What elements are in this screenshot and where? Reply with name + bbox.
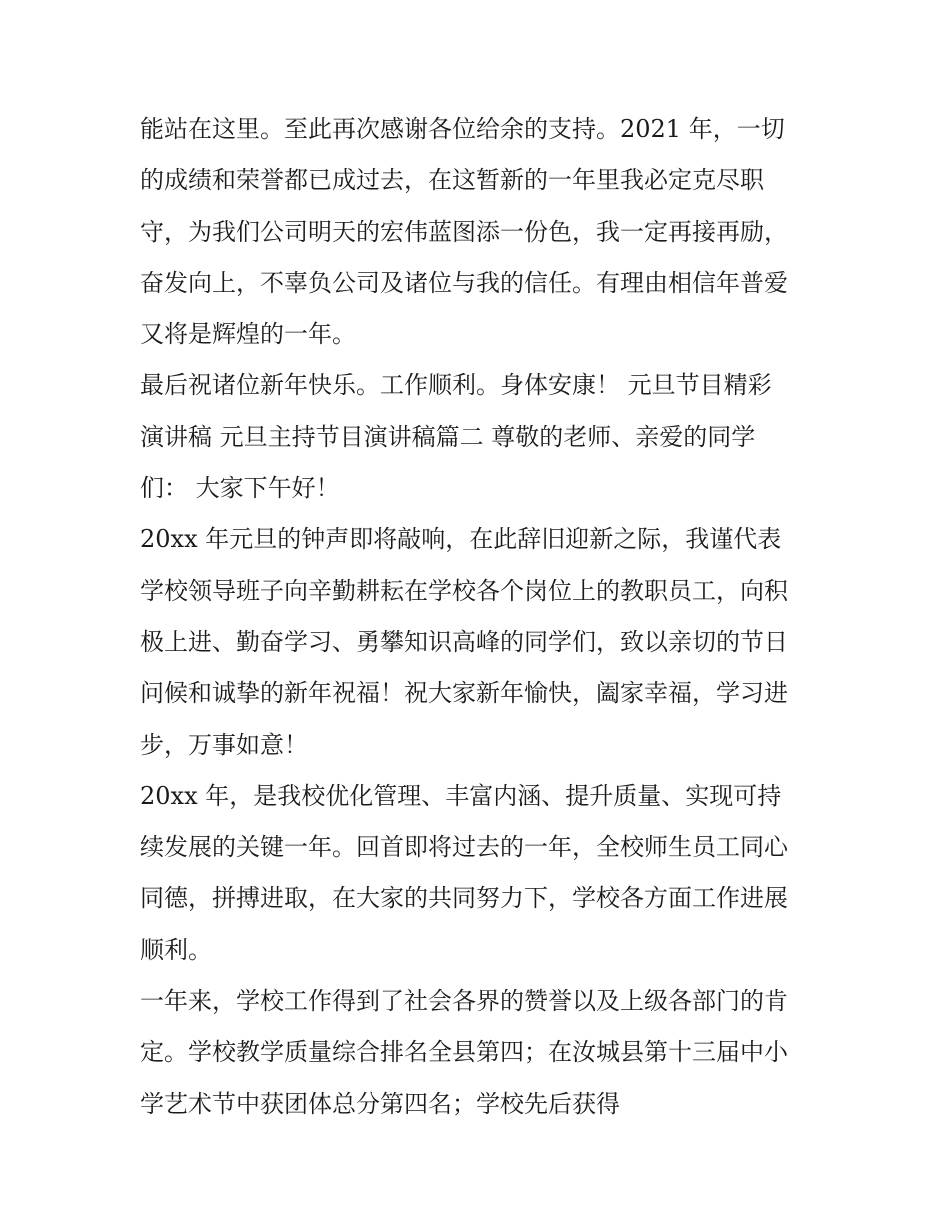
text-line: 学艺术节中获团体总分第四名；学校先后获得 — [140, 1089, 620, 1118]
text-line: 步，万事如意！ — [140, 730, 308, 759]
text-line: 的成绩和荣誉都已成过去，在这暂新的一年里我必定克尽职 — [140, 166, 764, 195]
text-line: 极上进、勤奋学习、勇攀知识高峰的同学们，致以亲切的节日 — [140, 627, 788, 656]
text-line: 守，为我们公司明天的宏伟蓝图添一份色，我一定再接再励， — [140, 217, 788, 246]
text-line: 又将是辉煌的一年。 — [140, 320, 356, 349]
text-line: 问候和诚挚的新年祝福！祝大家新年愉快，阖家幸福，学习进 — [140, 679, 788, 708]
text-line: 能站在这里。至此再次感谢各位给余的支持。2021 年，一切 — [140, 115, 785, 143]
text-line: 20xx 年元旦的钟声即将敲响，在此辞旧迎新之际，我谨代表 — [140, 525, 782, 554]
text-line: 演讲稿 元旦主持节目演讲稿篇二 尊敬的老师、亲爱的同学 — [140, 422, 756, 451]
text-line: 一年来，学校工作得到了社会各界的赞誉以及上级各部门的肯 — [140, 987, 788, 1016]
text-line: 学校领导班子向辛勤耕耘在学校各个岗位上的教职员工，向积 — [140, 576, 788, 605]
text-line: 顺利。 — [140, 935, 212, 964]
text-line: 20xx 年，是我校优化管理、丰富内涵、提升质量、实现可持 — [140, 781, 782, 810]
document-body — [140, 104, 820, 1130]
text-line: 定。学校教学质量综合排名全县第四；在汝城县第十三届中小 — [140, 1038, 788, 1067]
text-line: 最后祝诸位新年快乐。工作顺利。身体安康！ 元旦节目精彩 — [140, 371, 772, 400]
text-line: 们： 大家下午好！ — [140, 474, 340, 503]
text-line: 奋发向上，不辜负公司及诸位与我的信任。有理由相信年普爱 — [140, 268, 788, 297]
text-line: 同德，拼搏进取，在大家的共同努力下，学校各方面工作进展 — [140, 884, 788, 913]
text-line: 续发展的关键一年。回首即将过去的一年，全校师生员工同心 — [140, 833, 788, 862]
